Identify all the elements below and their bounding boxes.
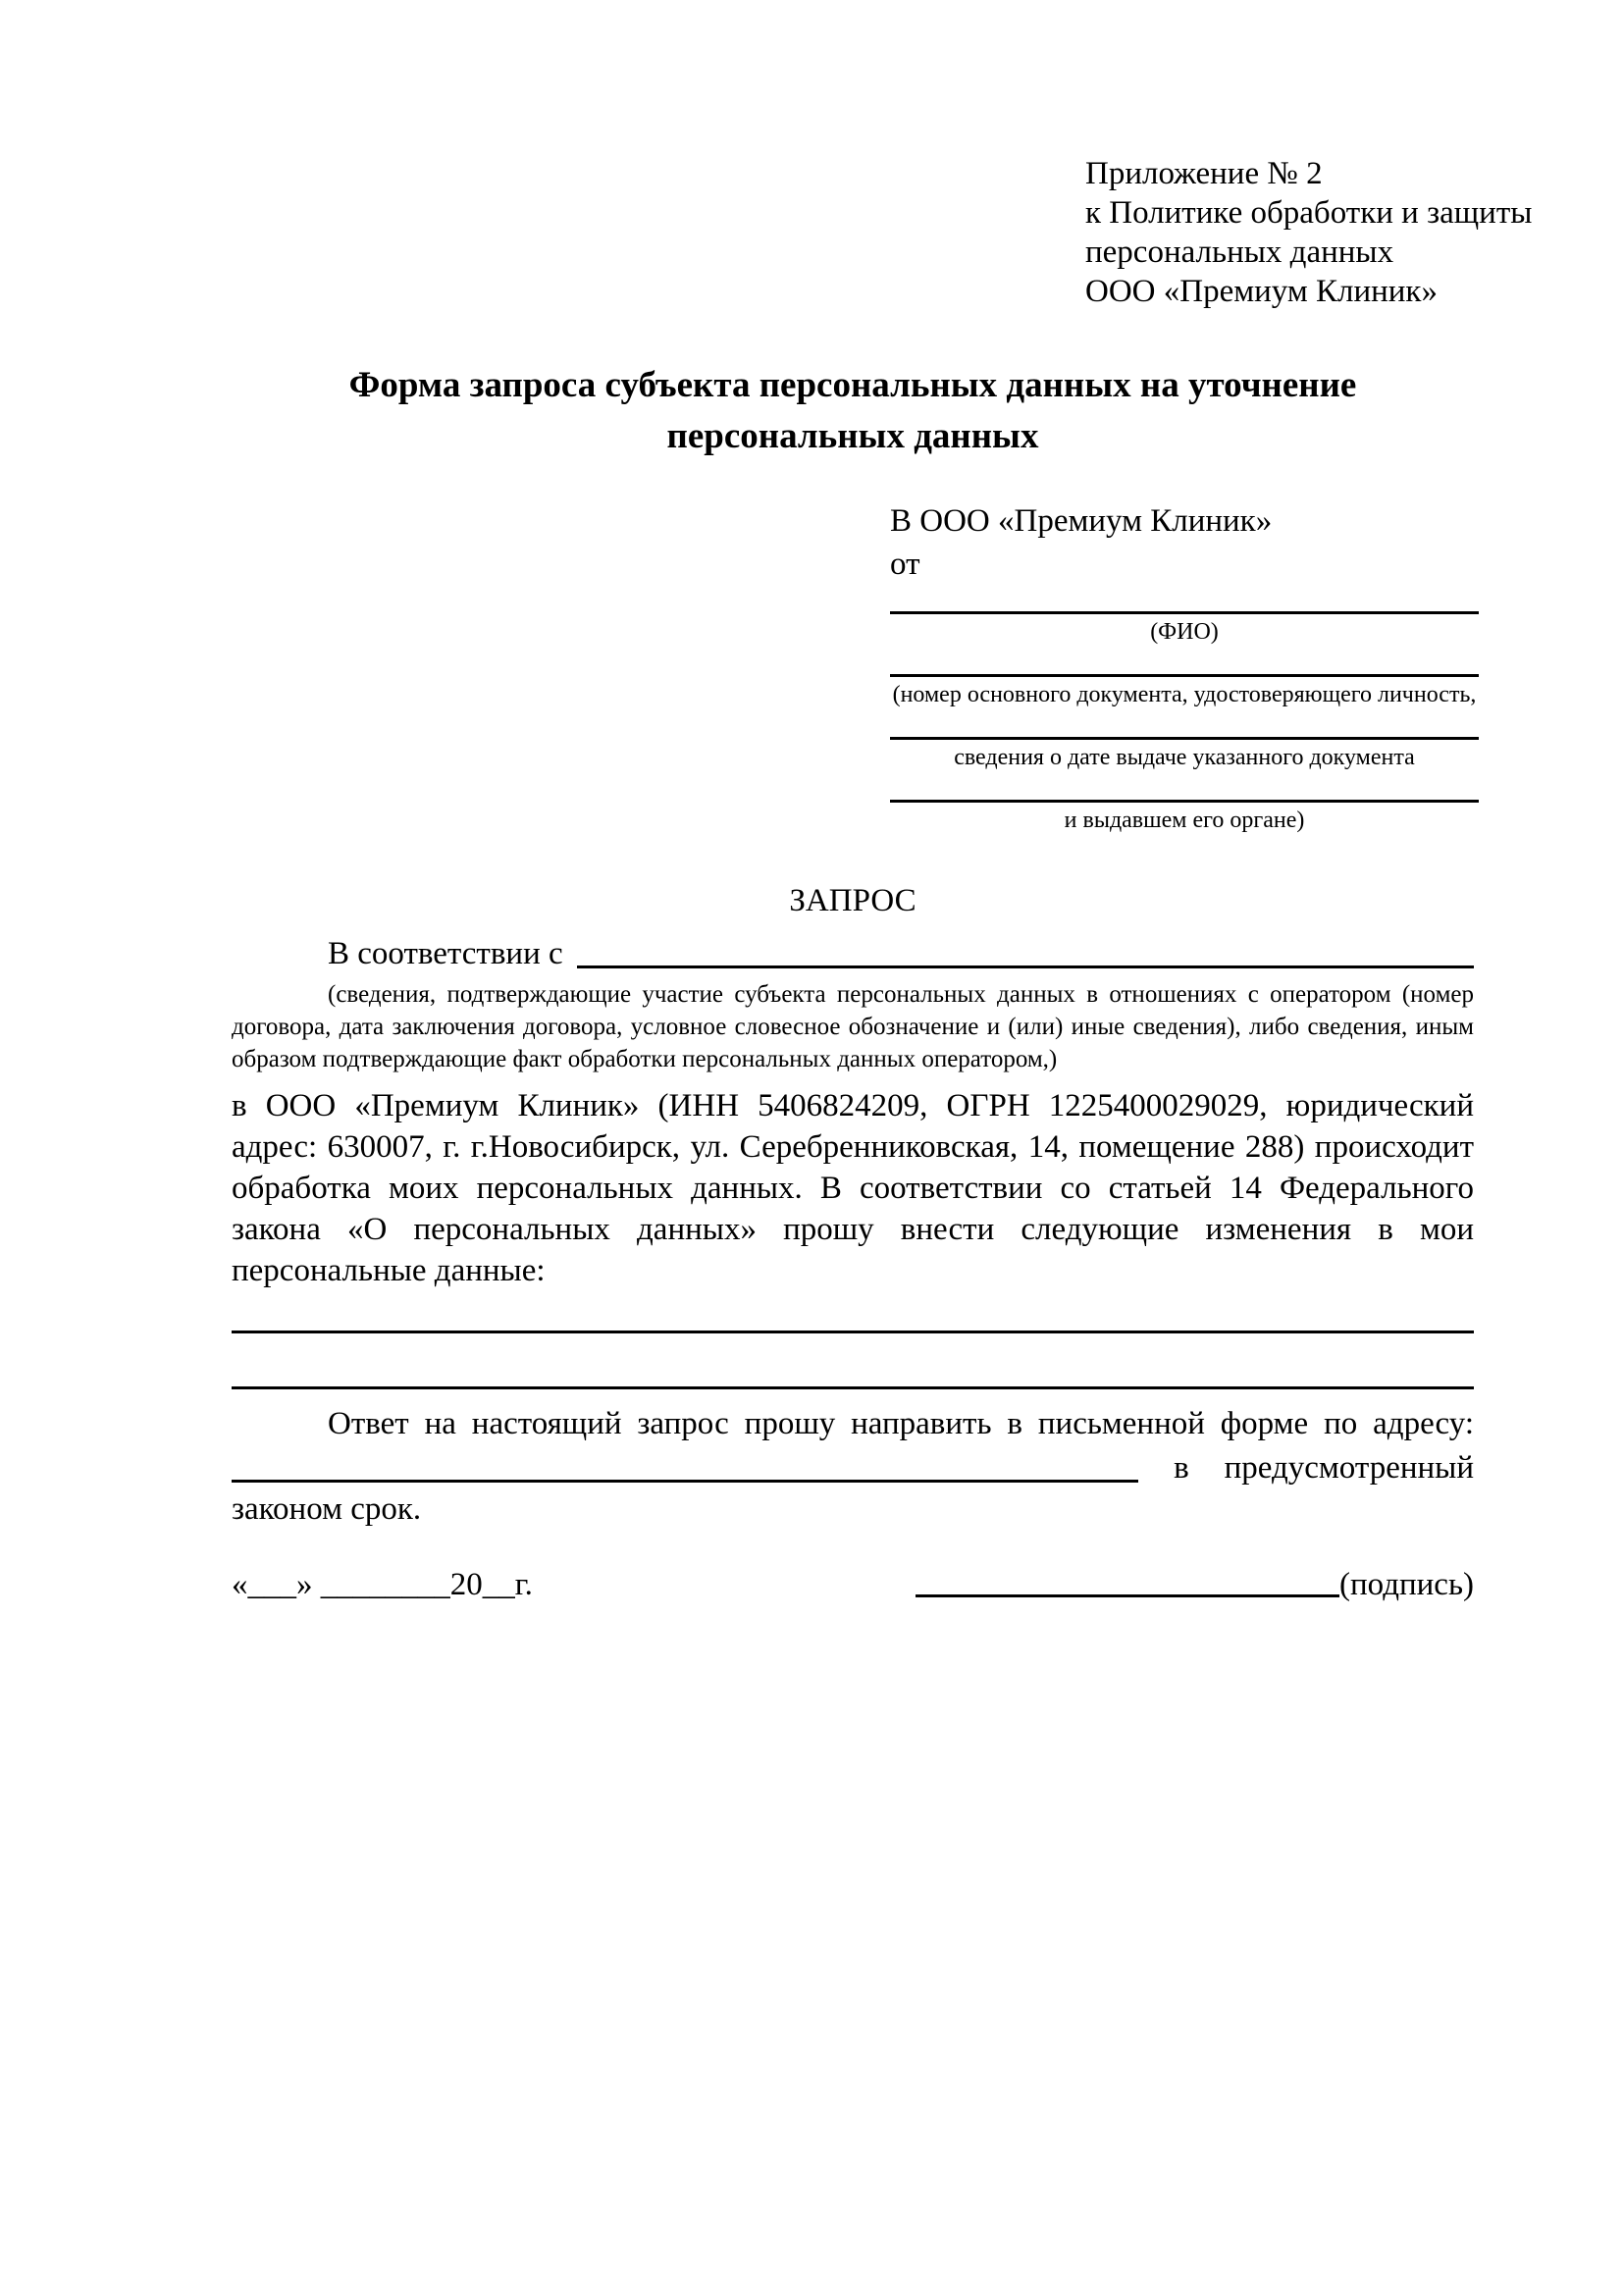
- signature-blank-line: [916, 1565, 1339, 1597]
- date-signature-row: [232, 1565, 1474, 1603]
- document-number-caption: (номер основного документа, удостоверяющего личность,: [892, 682, 1477, 707]
- reply-address-blank-line: [232, 1444, 1138, 1483]
- signature-caption: (подпись): [1339, 1567, 1474, 1602]
- basis-blank-line: [577, 965, 1474, 968]
- reply-sentence: Ответ на настоящий запрос прошу направить в письменной форме по адресу:: [328, 1406, 1474, 1441]
- request-body: в ООО «Премиум Клиник» (ИНН 5406824209, ОГРН 1225400029029, юридический адрес: 630007, г. г.Новосибирск, ул. Серебренниковская, 14, помещение 288) происходит обработка моих персональных данных. В соответствии со статьей 14 Федерального закона «О персональных данных» прошу внести следующие изменения в мои персональные данные:: [232, 1088, 1474, 1288]
- reply-address-row: [232, 1444, 1474, 1488]
- appendix-line: персональных данных: [1085, 235, 1394, 270]
- appendix-line: ООО «Премиум Клиник»: [1085, 274, 1438, 309]
- reply-word-1: в: [1174, 1450, 1189, 1486]
- basis-row: [232, 933, 1474, 974]
- fio-caption: (ФИО): [1150, 619, 1219, 645]
- basis-prefix: В соответствии с: [328, 936, 563, 971]
- request-heading: ЗАПРОС: [789, 883, 916, 918]
- reply-tail: законом срок.: [232, 1491, 422, 1527]
- fio-field: [890, 611, 1479, 674]
- basis-footnote: (сведения, подтверждающие участие субъекта персональных данных в отношениях с оператором (номер договора, дата заключения договора, условное словесное обозначение и (или) иные сведения), либо сведения, иным образом подтверждающие факт обработки персональных данных оператором,): [232, 981, 1474, 1072]
- issuing-authority-caption: и выдавшем его органе): [1064, 808, 1305, 833]
- document-number-field: [890, 674, 1479, 737]
- reply-word-2: предусмотренный: [1224, 1450, 1474, 1486]
- document-title: Форма запроса субъекта персональных данных на уточнение персональных данных: [348, 365, 1357, 456]
- date-blank: «___» ________20__г.: [232, 1567, 533, 1602]
- addressee-block: [890, 499, 1479, 835]
- addressee-from-label: от: [890, 547, 920, 582]
- issue-date-caption: сведения о дате выдаче указанного документа: [954, 745, 1415, 770]
- appendix-line: к Политике обработки и защиты: [1085, 195, 1533, 231]
- appendix-header: [1085, 154, 1533, 311]
- changes-blank-line-1: [232, 1291, 1474, 1333]
- issuing-authority-field: [890, 800, 1479, 835]
- appendix-line: Приложение № 2: [1085, 156, 1323, 191]
- issue-date-field: [890, 737, 1479, 800]
- addressee-to: В ООО «Премиум Клиник»: [890, 503, 1273, 539]
- changes-blank-line-2: [232, 1333, 1474, 1389]
- signature-group: [916, 1565, 1474, 1603]
